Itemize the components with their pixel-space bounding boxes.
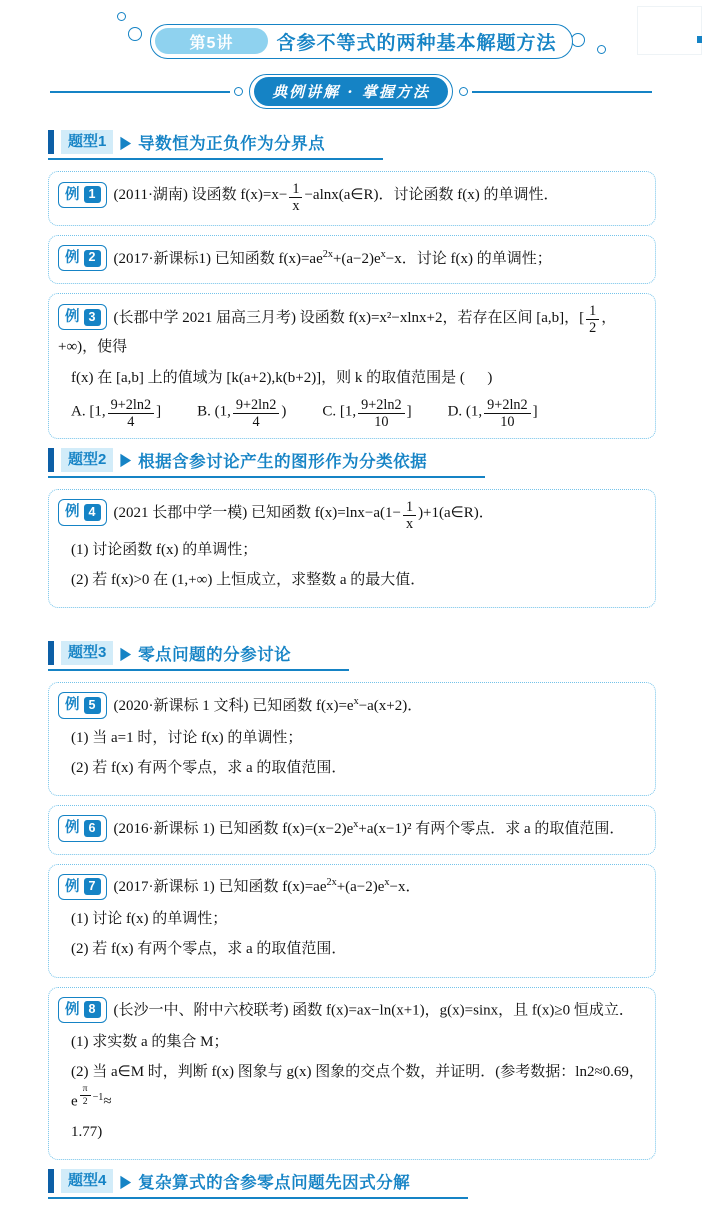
section-row	[48, 1169, 656, 1199]
example-number: 1	[84, 186, 101, 203]
section-bar	[48, 448, 54, 472]
lecture-title: 含参不等式的两种基本解题方法	[276, 33, 557, 54]
example-line: (1) 求实数 a 的集合 M；	[71, 1033, 229, 1050]
example-badge	[58, 692, 107, 718]
example-badge	[58, 874, 107, 900]
example-line	[58, 182, 644, 214]
example-line	[58, 693, 644, 719]
section-title: 导数恒为正负作为分界点	[138, 135, 326, 153]
example-line: (2) 若 f(x) 有两个零点，求 a 的取值范围．	[71, 941, 347, 958]
example-line	[58, 304, 644, 359]
example-badge	[58, 997, 107, 1023]
triangle-icon: ▶	[120, 642, 132, 663]
example-badge-label: 例	[65, 697, 80, 714]
example-text: (2020·新课标 1 文科) 已知函数 $f(x)=e^x-a(x+2)$．	[113, 695, 423, 714]
decor-circle-left	[128, 27, 142, 41]
example-number: 5	[84, 697, 101, 714]
decor-circle-small-top	[117, 12, 126, 21]
example-line	[58, 500, 644, 532]
example-number: 6	[84, 820, 101, 837]
example-text: (2017·新课标1) 已知函数 $f(x)=ae^{2x}+(a-2)e^x-x$．讨论 f(x) 的单调性；	[113, 248, 552, 267]
banner-pill	[254, 77, 448, 106]
example-line	[58, 875, 644, 901]
example-line	[58, 246, 644, 272]
example-line: 1.77)	[71, 1124, 103, 1141]
example-text: (2021 长郡中学一模) 已知函数 f(x)=lnx−a(1− $\frac{1}{x}$ )+1(a∈R)．	[113, 498, 494, 532]
example-line	[58, 816, 644, 842]
option: A. [1, $\frac{9+2\ln 2}{4}$ ]	[71, 396, 162, 430]
example-box	[48, 987, 656, 1161]
example-text: (2017·新课标 1) 已知函数 $f(x)=ae^{2x}+(a-2)e^x-x$．	[113, 877, 421, 896]
section-label: 题型3	[61, 641, 113, 665]
section-bar	[48, 1169, 54, 1193]
example-line: (2) 当 a∈M 时，判断 f(x) 图象与 g(x) 图象的交点个数，并证明．(参考数据：ln2≈0.69，e $^{\frac{\pi}{2} -1}$≈	[71, 1064, 644, 1110]
section-header	[48, 448, 485, 478]
example-box	[48, 171, 656, 226]
example-number: 7	[84, 878, 101, 895]
example-badge-label: 例	[65, 249, 80, 266]
example-badge	[58, 499, 107, 525]
example-badge-label: 例	[65, 504, 80, 521]
example-box	[48, 805, 656, 854]
section-row	[48, 641, 656, 671]
example-box	[48, 235, 656, 284]
example-badge-label: 例	[65, 1001, 80, 1018]
lecture-number-badge: 第5讲	[155, 28, 268, 54]
section-title: 零点问题的分参讨论	[138, 646, 292, 665]
section-label: 题型1	[61, 130, 113, 154]
example-line: (1) 当 a=1 时，讨论 f(x) 的单调性；	[71, 729, 303, 746]
example-text: (长郡中学 2021 届高三月考) 设函数 f(x)=x²−xlnx+2，若存在区间 [a,b]，[ $\frac{1}{2}$ ，+∞)，使得	[58, 303, 617, 356]
example-badge-label: 例	[65, 308, 80, 325]
option: B. (1, $\frac{9+2\ln 2}{4}$ )	[197, 396, 287, 430]
example-number: 3	[84, 309, 101, 326]
example-badge-label: 例	[65, 186, 80, 203]
example-line: (1) 讨论函数 f(x) 的单调性；	[71, 541, 258, 558]
example-line: f(x) 在 [a,b] 上的值域为 [k(a+2),k(b+2)]，则 k 的取值范围是 ( )	[71, 369, 493, 386]
section-label: 题型2	[61, 448, 113, 472]
example-number: 4	[84, 504, 101, 521]
banner-circle-left	[234, 87, 243, 96]
option: C. [1, $\frac{9+2\ln 2}{10}$ ]	[322, 396, 412, 430]
example-text: (2011·湖南) 设函数 f(x)=x− $\frac{1}{x}$ −alnx(a∈R)．讨论函数 f(x) 的单调性．	[113, 181, 559, 214]
section-title: 根据含参讨论产生的图形作为分类依据	[138, 452, 428, 471]
banner-line-right	[472, 91, 652, 93]
options-row	[58, 398, 644, 430]
example-line: (1) 讨论 f(x) 的单调性；	[71, 911, 228, 927]
example-box	[48, 682, 656, 796]
example-box	[48, 293, 656, 438]
edge-mark	[697, 36, 702, 43]
example-line: (2) 若 f(x)>0 在 (1,+∞) 上恒成立，求整数 a 的最大值．	[71, 571, 426, 588]
corner-card	[637, 6, 702, 55]
section-bar	[48, 641, 54, 665]
section-title: 复杂算式的含参零点问题先因式分解	[138, 1174, 411, 1193]
blocks	[48, 128, 656, 1210]
example-number: 2	[84, 250, 101, 267]
example-box	[48, 864, 656, 978]
lecture-header	[150, 24, 573, 59]
triangle-icon: ▶	[120, 1170, 132, 1191]
example-badge	[58, 245, 107, 271]
example-box	[48, 489, 656, 608]
example-number: 8	[84, 1001, 101, 1018]
decor-circle-right-small	[597, 45, 606, 54]
example-text: (长沙一中、附中六校联考) 函数 f(x)=ax−ln(x+1)，g(x)=sinx，且 f(x)≥0 恒成立．	[113, 1002, 634, 1019]
section-header	[48, 130, 383, 160]
section-row	[48, 130, 656, 160]
example-line	[58, 998, 644, 1024]
section-label: 题型4	[61, 1169, 113, 1193]
example-badge-label: 例	[65, 878, 80, 895]
example-badge-label: 例	[65, 820, 80, 837]
option: D. (1, $\frac{9+2\ln 2}{10}$ ]	[447, 396, 538, 430]
banner-line-left	[50, 91, 230, 93]
example-badge	[58, 182, 107, 208]
example-badge	[58, 304, 107, 330]
banner	[50, 77, 652, 106]
example-text: (2016·新课标 1) 已知函数 $f(x)=(x-2)e^x+a(x-1)^2$ 有两个零点．求 a 的取值范围．	[113, 818, 625, 837]
banner-circle-right	[459, 87, 468, 96]
banner-text: 典例讲解 · 掌握方法	[272, 83, 430, 101]
section-bar	[48, 130, 54, 154]
decor-circle-right	[571, 33, 585, 47]
section-header	[48, 1169, 468, 1199]
example-line: (2) 若 f(x) 有两个零点，求 a 的取值范围．	[71, 759, 347, 776]
section-row	[48, 448, 656, 478]
triangle-icon: ▶	[120, 449, 132, 470]
section-header	[48, 641, 349, 671]
example-badge	[58, 815, 107, 841]
triangle-icon: ▶	[120, 131, 132, 152]
